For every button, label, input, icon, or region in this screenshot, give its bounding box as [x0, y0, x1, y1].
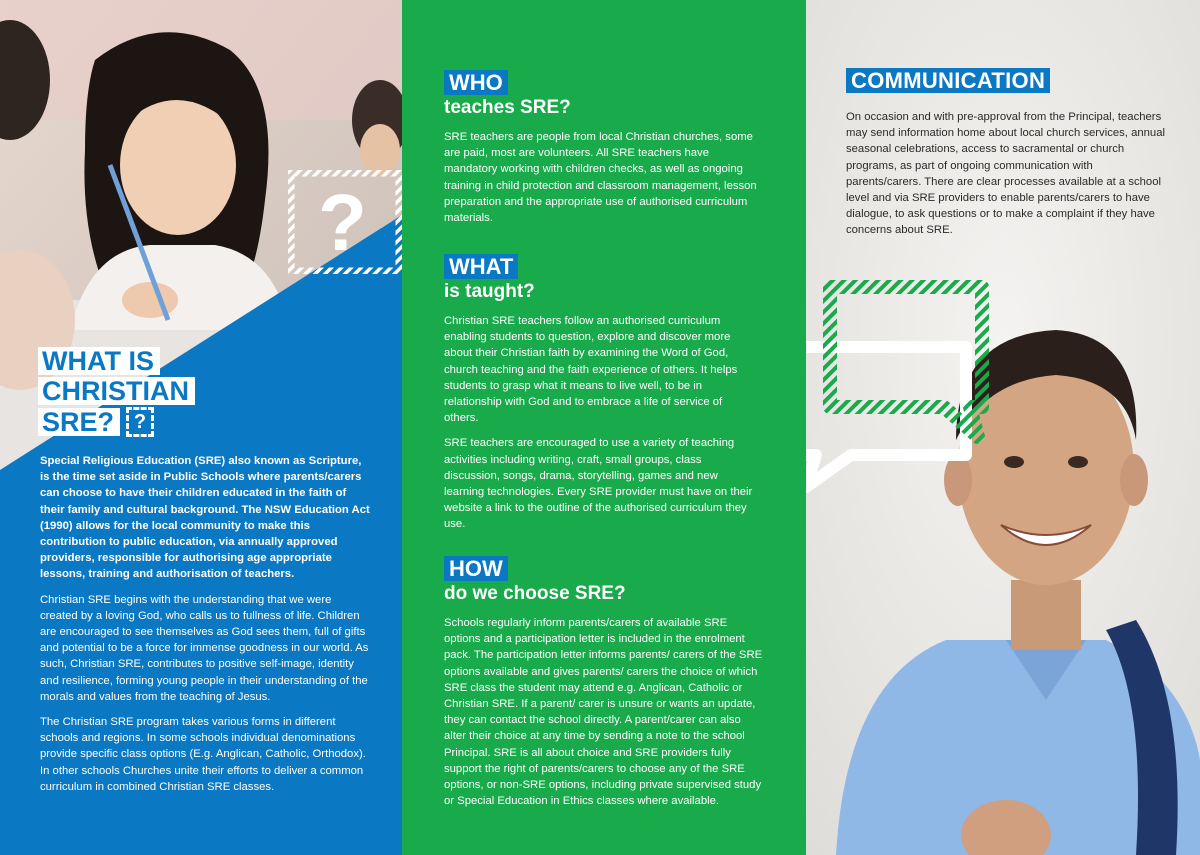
- heading-line-2: CHRISTIAN: [38, 377, 195, 405]
- how-label: HOW: [444, 556, 508, 581]
- panel-communication: [806, 0, 1200, 855]
- what-label: WHAT: [444, 254, 518, 279]
- intro-paragraph: Special Religious Education (SRE) also known as Scripture, is the time set aside in Public Schools where parents/carers can choose to have their children educated in the faith of their family and cultural background. The NSW Education Act (1990) allows for the local community to make this contribution to public education, via annually approved providers, responsible for authorising age appropriate lessons, training and authorisation of teachers.: [40, 455, 370, 581]
- question-mark-icon: ?: [288, 170, 402, 274]
- how-paragraph: Schools regularly inform parents/carers of available SRE options and a participation letter is included in the enrolment pack. The participation letter informs parents/ carers of the SRE options available and gives parents/ carers the choice of which SRE class the student may attend e.g. Anglican, Catholic or Christian SRE. If a parent/ carer is unsure or wants an update, they can contact the school directly. A parent/carer can also alter their choice at any time by sending a note to the school Principal. SRE is all about choice and SRE providers fully support the right of parents/carers to choose any of the SRE options, or non-SRE options, including private supervised study or Special Education in Ethics classes where available.: [444, 617, 763, 808]
- section-heading: [38, 347, 195, 437]
- beliefs-paragraph: Christian SRE begins with the understanding that we were created by a loving God, who calls us to fullness of life. Children are encouraged to see themselves as God sees them, full of gifts and potential to be a force for immense goodness in our world. As such, Christian SRE, contributes to positive self-image, identity and resilience, forming young people in their understanding of the morals and values from the teaching of Jesus.: [40, 593, 369, 703]
- speech-bubble-icon: [806, 275, 1016, 505]
- who-label: WHO: [444, 70, 508, 95]
- panel-who-what-how: [402, 0, 806, 855]
- panel-what-is-christian-sre: [0, 0, 402, 855]
- heading-line-1: WHAT IS: [38, 347, 160, 375]
- how-subheading: do we choose SRE?: [444, 583, 626, 604]
- what-subheading: is taught?: [444, 281, 535, 302]
- who-paragraph: SRE teachers are people from local Christian churches, some are paid, most are volunteers. All SRE teachers have mandatory working with children checks, as well as ongoing training in child protection and classroom management, lesson preparation and the appropriate use of authorised curriculum materials.: [444, 131, 757, 225]
- what-paragraph-1: Christian SRE teachers follow an authorised curriculum enabling students to question, explore and discover more about their Christian faith by examining the Word of God, church teaching and the faith experience of others. It helps students to grasp what it means to live well, to be in relationship with God and to embrace a life of service of others.: [444, 315, 738, 425]
- small-question-icon: ?: [126, 407, 154, 437]
- heading-line-3: SRE?: [38, 408, 120, 436]
- program-paragraph: The Christian SRE program takes various forms in different schools and regions. In some schools individual denominations provide specific class options (E.g. Anglican, Catholic, Orthodox). In other schools Churches unite their efforts to deliver a common curriculum in combined Christian SRE classes.: [40, 716, 366, 793]
- who-subheading: teaches SRE?: [444, 97, 571, 118]
- communication-paragraph: On occasion and with pre-approval from the Principal, teachers may send information home about local church services, annual seasonal celebrations, access to sacramental or church programs, as part of ongoing communication with parents/carers. There are clear processes available at a school level and via SRE providers to enable parents/carers to have dialogue, to ask questions or to make a complaint if they have concerns about SRE.: [846, 111, 1165, 237]
- what-paragraph-2: SRE teachers are encouraged to use a variety of teaching activities including writing, craft, small groups, class discussion, songs, drama, storytelling, games and new learning technologies. Every SRE provider must have on their website a link to the outline of the authorised curriculum they use.: [444, 437, 753, 531]
- communication-label: COMMUNICATION: [846, 68, 1050, 93]
